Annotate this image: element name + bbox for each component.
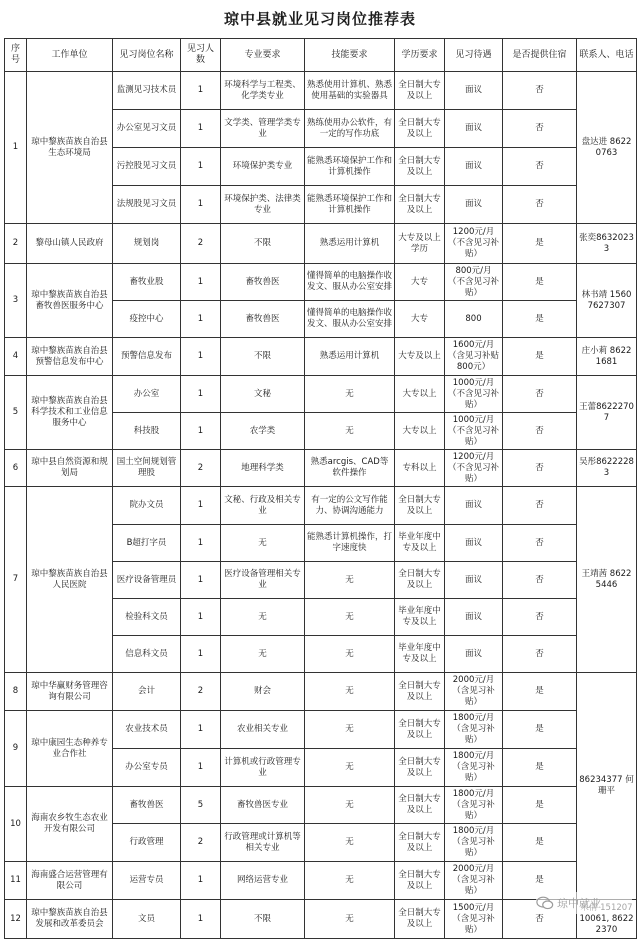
skill-cell: 熟悉运用计算机 xyxy=(305,338,395,376)
post-cell: 办公室 xyxy=(113,376,181,413)
seq-cell: 11 xyxy=(5,862,27,900)
skill-cell: 无 xyxy=(305,376,395,413)
col-header: 序号 xyxy=(5,39,27,72)
major-cell: 环境科学与工程类、化学类专业 xyxy=(221,72,305,110)
seq-cell: 12 xyxy=(5,900,27,939)
lodging-cell: 否 xyxy=(503,376,577,413)
unit-cell: 琼中县自然资源和规划局 xyxy=(27,450,113,487)
edu-cell: 全日制大专及以上 xyxy=(395,148,445,186)
contact-cell: 10061, 86222370 xyxy=(577,900,637,939)
skill-cell: 懂得简单的电脑操作收发文、服从办公室安排 xyxy=(305,264,395,301)
pay-cell: 1500元/月（含见习补贴） xyxy=(445,900,503,939)
seq-cell: 4 xyxy=(5,338,27,376)
post-cell: 检验科文员 xyxy=(113,599,181,636)
skill-cell: 无 xyxy=(305,599,395,636)
table-row xyxy=(5,338,637,376)
unit-cell: 琼中黎族苗族自治县畜牧兽医服务中心 xyxy=(27,264,113,338)
skill-cell: 无 xyxy=(305,562,395,599)
post-cell: 国土空间规划管理股 xyxy=(113,450,181,487)
unit-cell: 琼中黎族苗族自治县科学技术和工业信息服务中心 xyxy=(27,376,113,450)
num-cell: 2 xyxy=(181,673,221,711)
major-cell: 环境保护类、法律类专业 xyxy=(221,186,305,224)
watermark-text: 琼中就业 xyxy=(557,897,601,910)
major-cell: 农学类 xyxy=(221,413,305,450)
skill-cell: 无 xyxy=(305,749,395,787)
table-row xyxy=(5,673,637,711)
contact-cell: 庄小莉 86221681 xyxy=(577,338,637,376)
lodging-cell: 否 xyxy=(503,186,577,224)
seq-cell: 2 xyxy=(5,224,27,264)
num-cell: 1 xyxy=(181,148,221,186)
table-row xyxy=(5,224,637,264)
lodging-cell: 否 xyxy=(503,900,577,939)
major-cell: 农业相关专业 xyxy=(221,711,305,749)
major-cell: 财会 xyxy=(221,673,305,711)
skill-cell: 无 xyxy=(305,673,395,711)
edu-cell: 全日制大专及以上 xyxy=(395,787,445,824)
edu-cell: 大专 xyxy=(395,264,445,301)
major-cell: 不限 xyxy=(221,338,305,376)
num-cell: 1 xyxy=(181,749,221,787)
pay-cell: 1200元/月（不含见习补贴） xyxy=(445,450,503,487)
skill-cell: 懂得简单的电脑操作收发文、服从办公室安排 xyxy=(305,301,395,338)
seq-cell: 7 xyxy=(5,487,27,673)
pay-cell: 800元/月（不含见习补贴） xyxy=(445,264,503,301)
skill-cell: 无 xyxy=(305,636,395,673)
skill-cell: 熟悉运用计算机 xyxy=(305,224,395,264)
seq-cell: 3 xyxy=(5,264,27,338)
table-row xyxy=(5,711,637,749)
edu-cell: 全日制大专及以上 xyxy=(395,862,445,900)
post-cell: 法规股见习文员 xyxy=(113,186,181,224)
seq-cell: 10 xyxy=(5,787,27,862)
lodging-cell: 是 xyxy=(503,824,577,862)
major-cell: 环境保护类专业 xyxy=(221,148,305,186)
major-cell: 地理科学类 xyxy=(221,450,305,487)
contact-cell: 张奕86320233 xyxy=(577,224,637,264)
major-cell: 医疗设备管理相关专业 xyxy=(221,562,305,599)
major-cell: 无 xyxy=(221,525,305,562)
unit-cell: 琼中康园生态种养专业合作社 xyxy=(27,711,113,787)
num-cell: 2 xyxy=(181,224,221,264)
edu-cell: 全日制大专及以上 xyxy=(395,72,445,110)
col-header: 工作单位 xyxy=(27,39,113,72)
post-cell: 会计 xyxy=(113,673,181,711)
chat-bubble-icon xyxy=(536,894,554,912)
edu-cell: 大专及以上 xyxy=(395,338,445,376)
post-cell: 医疗设备管理员 xyxy=(113,562,181,599)
major-cell: 行政管理或计算机等相关专业 xyxy=(221,824,305,862)
unit-cell: 黎母山镇人民政府 xyxy=(27,224,113,264)
col-header: 见习待遇 xyxy=(445,39,503,72)
pay-cell: 1800元/月（含见习补贴） xyxy=(445,711,503,749)
contact-cell: 盘达进 86220763 xyxy=(577,72,637,224)
post-cell: 污控股见习文员 xyxy=(113,148,181,186)
num-cell: 1 xyxy=(181,711,221,749)
lodging-cell: 否 xyxy=(503,450,577,487)
lodging-cell: 是 xyxy=(503,711,577,749)
page-title: 琼中县就业见习岗位推荐表 xyxy=(223,10,416,28)
edu-cell: 全日制大专及以上 xyxy=(395,824,445,862)
skill-cell: 熟悉使用计算机、熟悉使用基础的实验器具 xyxy=(305,72,395,110)
col-header: 技能要求 xyxy=(305,39,395,72)
table-row xyxy=(5,376,637,413)
edu-cell: 全日制大专及以上 xyxy=(395,487,445,525)
pay-cell: 1800元/月（含见习补贴） xyxy=(445,787,503,824)
num-cell: 1 xyxy=(181,525,221,562)
skill-cell: 无 xyxy=(305,711,395,749)
col-header: 专业要求 xyxy=(221,39,305,72)
pay-cell: 面议 xyxy=(445,148,503,186)
post-cell: 监测见习技术员 xyxy=(113,72,181,110)
watermark xyxy=(536,892,632,914)
contact-cell: 林书靖 15607627307 xyxy=(577,264,637,338)
table-row xyxy=(5,487,637,525)
edu-cell: 大专以上 xyxy=(395,413,445,450)
lodging-cell: 否 xyxy=(503,72,577,110)
unit-cell: 琼中黎族苗族自治县发展和改革委员会 xyxy=(27,900,113,939)
seq-cell: 1 xyxy=(5,72,27,224)
pay-cell: 面议 xyxy=(445,487,503,525)
lodging-cell: 是 xyxy=(503,224,577,264)
major-cell: 文秘 xyxy=(221,376,305,413)
skill-cell: 无 xyxy=(305,862,395,900)
pay-cell: 面议 xyxy=(445,599,503,636)
edu-cell: 专科以上 xyxy=(395,450,445,487)
edu-cell: 全日制大专及以上 xyxy=(395,562,445,599)
edu-cell: 大专以上 xyxy=(395,376,445,413)
edu-cell: 毕业年度中专及以上 xyxy=(395,636,445,673)
edu-cell: 全日制大专及以上 xyxy=(395,186,445,224)
num-cell: 2 xyxy=(181,824,221,862)
pay-cell: 1000元/月（不含见习补贴） xyxy=(445,413,503,450)
num-cell: 1 xyxy=(181,186,221,224)
pay-cell: 面议 xyxy=(445,562,503,599)
lodging-cell: 否 xyxy=(503,110,577,148)
post-cell: 预警信息发布 xyxy=(113,338,181,376)
major-cell: 文秘、行政及相关专业 xyxy=(221,487,305,525)
seq-cell: 8 xyxy=(5,673,27,711)
num-cell: 1 xyxy=(181,900,221,939)
major-cell: 畜牧兽医 xyxy=(221,301,305,338)
lodging-cell: 是 xyxy=(503,673,577,711)
num-cell: 1 xyxy=(181,413,221,450)
major-cell: 畜牧兽医专业 xyxy=(221,787,305,824)
major-cell: 畜牧兽医 xyxy=(221,264,305,301)
seq-cell: 6 xyxy=(5,450,27,487)
contact-cell: 王靖茜 86225446 xyxy=(577,487,637,673)
post-cell: 办公室见习文员 xyxy=(113,110,181,148)
lodging-cell: 否 xyxy=(503,413,577,450)
unit-cell: 琼中黎族苗族自治县预警信息发布中心 xyxy=(27,338,113,376)
post-cell: 农业技术员 xyxy=(113,711,181,749)
col-header: 见习岗位名称 xyxy=(113,39,181,72)
skill-cell: 熟练使用办公软件，有一定的写作功底 xyxy=(305,110,395,148)
num-cell: 1 xyxy=(181,264,221,301)
skill-cell: 无 xyxy=(305,900,395,939)
pay-cell: 1000元/月（不含见习补贴） xyxy=(445,376,503,413)
major-cell: 不限 xyxy=(221,224,305,264)
pay-cell: 1800元/月（含见习补贴） xyxy=(445,824,503,862)
unit-cell: 琼中黎族苗族自治县生态环境局 xyxy=(27,72,113,224)
pay-cell: 1200元/月（不含见习补贴） xyxy=(445,224,503,264)
seq-cell: 9 xyxy=(5,711,27,787)
lodging-cell: 是 xyxy=(503,749,577,787)
major-cell: 文学类、管理学类专业 xyxy=(221,110,305,148)
post-cell: 行政管理 xyxy=(113,824,181,862)
edu-cell: 全日制大专及以上 xyxy=(395,900,445,939)
lodging-cell: 否 xyxy=(503,487,577,525)
lodging-cell: 是 xyxy=(503,301,577,338)
post-cell: 运营专员 xyxy=(113,862,181,900)
edu-cell: 大专及以上学历 xyxy=(395,224,445,264)
major-cell: 网络运营专业 xyxy=(221,862,305,900)
num-cell: 1 xyxy=(181,599,221,636)
pay-cell: 800 xyxy=(445,301,503,338)
pay-cell: 面议 xyxy=(445,110,503,148)
num-cell: 1 xyxy=(181,72,221,110)
lodging-cell: 否 xyxy=(503,636,577,673)
contact-cell: 吴彤86222283 xyxy=(577,450,637,487)
edu-cell: 大专 xyxy=(395,301,445,338)
skill-cell: 无 xyxy=(305,413,395,450)
num-cell: 5 xyxy=(181,787,221,824)
post-cell: 科技股 xyxy=(113,413,181,450)
header-row xyxy=(5,39,637,72)
num-cell: 1 xyxy=(181,562,221,599)
lodging-cell: 是 xyxy=(503,862,577,900)
skill-cell: 无 xyxy=(305,824,395,862)
lodging-cell: 是 xyxy=(503,338,577,376)
lodging-cell: 否 xyxy=(503,148,577,186)
post-cell: 畜牧兽医 xyxy=(113,787,181,824)
skill-cell: 能熟悉环境保护工作和计算机操作 xyxy=(305,148,395,186)
unit-cell: 琼中华赢财务管理咨询有限公司 xyxy=(27,673,113,711)
edu-cell: 全日制大专及以上 xyxy=(395,749,445,787)
post-cell: 办公室专员 xyxy=(113,749,181,787)
contact-cell: 86234377 何珊平 xyxy=(577,673,637,900)
post-cell: 院办文员 xyxy=(113,487,181,525)
major-cell: 计算机或行政管理专业 xyxy=(221,749,305,787)
post-cell: B超打字员 xyxy=(113,525,181,562)
col-header: 见习人数 xyxy=(181,39,221,72)
num-cell: 1 xyxy=(181,376,221,413)
edu-cell: 全日制大专及以上 xyxy=(395,110,445,148)
lodging-cell: 否 xyxy=(503,562,577,599)
seq-cell: 5 xyxy=(5,376,27,450)
post-cell: 信息科文员 xyxy=(113,636,181,673)
edu-cell: 全日制大专及以上 xyxy=(395,673,445,711)
num-cell: 2 xyxy=(181,450,221,487)
edu-cell: 毕业年度中专及以上 xyxy=(395,599,445,636)
edu-cell: 毕业年度中专及以上 xyxy=(395,525,445,562)
num-cell: 1 xyxy=(181,636,221,673)
unit-cell: 海南盛合运营管理有限公司 xyxy=(27,862,113,900)
post-cell: 规划岗 xyxy=(113,224,181,264)
skill-cell: 能熟悉环境保护工作和计算机操作 xyxy=(305,186,395,224)
pay-cell: 2000元/月（含见习补贴） xyxy=(445,862,503,900)
col-header: 联系人、电话 xyxy=(577,39,637,72)
pay-cell: 面议 xyxy=(445,525,503,562)
col-header: 是否提供住宿 xyxy=(503,39,577,72)
skill-cell: 熟悉arcgis、CAD等软件操作 xyxy=(305,450,395,487)
pay-cell: 2000元/月（含见习补贴） xyxy=(445,673,503,711)
major-cell: 无 xyxy=(221,599,305,636)
pay-cell: 1600元/月（含见习补贴800元） xyxy=(445,338,503,376)
skill-cell: 无 xyxy=(305,787,395,824)
lodging-cell: 否 xyxy=(503,525,577,562)
skill-cell: 能熟悉计算机操作，打字速度快 xyxy=(305,525,395,562)
pay-cell: 面议 xyxy=(445,72,503,110)
post-cell: 文员 xyxy=(113,900,181,939)
contact-cell: 王蕾86222707 xyxy=(577,376,637,450)
job-table xyxy=(4,38,637,939)
lodging-cell: 是 xyxy=(503,787,577,824)
major-cell: 不限 xyxy=(221,900,305,939)
table-row xyxy=(5,264,637,301)
num-cell: 1 xyxy=(181,862,221,900)
num-cell: 1 xyxy=(181,301,221,338)
pay-cell: 面议 xyxy=(445,636,503,673)
post-cell: 疫控中心 xyxy=(113,301,181,338)
lodging-cell: 否 xyxy=(503,599,577,636)
num-cell: 1 xyxy=(181,110,221,148)
pay-cell: 面议 xyxy=(445,186,503,224)
table-row xyxy=(5,787,637,824)
lodging-cell: 是 xyxy=(503,264,577,301)
edu-cell: 全日制大专及以上 xyxy=(395,711,445,749)
num-cell: 1 xyxy=(181,487,221,525)
num-cell: 1 xyxy=(181,338,221,376)
unit-cell: 琼中黎族苗族自治县人民医院 xyxy=(27,487,113,673)
table-row xyxy=(5,450,637,487)
post-cell: 畜牧业股 xyxy=(113,264,181,301)
major-cell: 无 xyxy=(221,636,305,673)
col-header: 学历要求 xyxy=(395,39,445,72)
skill-cell: 有一定的公文写作能力、协调沟通能力 xyxy=(305,487,395,525)
pay-cell: 1800元/月（含见习补贴） xyxy=(445,749,503,787)
table-row xyxy=(5,72,637,110)
unit-cell: 海南农乡牧生态农业开发有限公司 xyxy=(27,787,113,862)
